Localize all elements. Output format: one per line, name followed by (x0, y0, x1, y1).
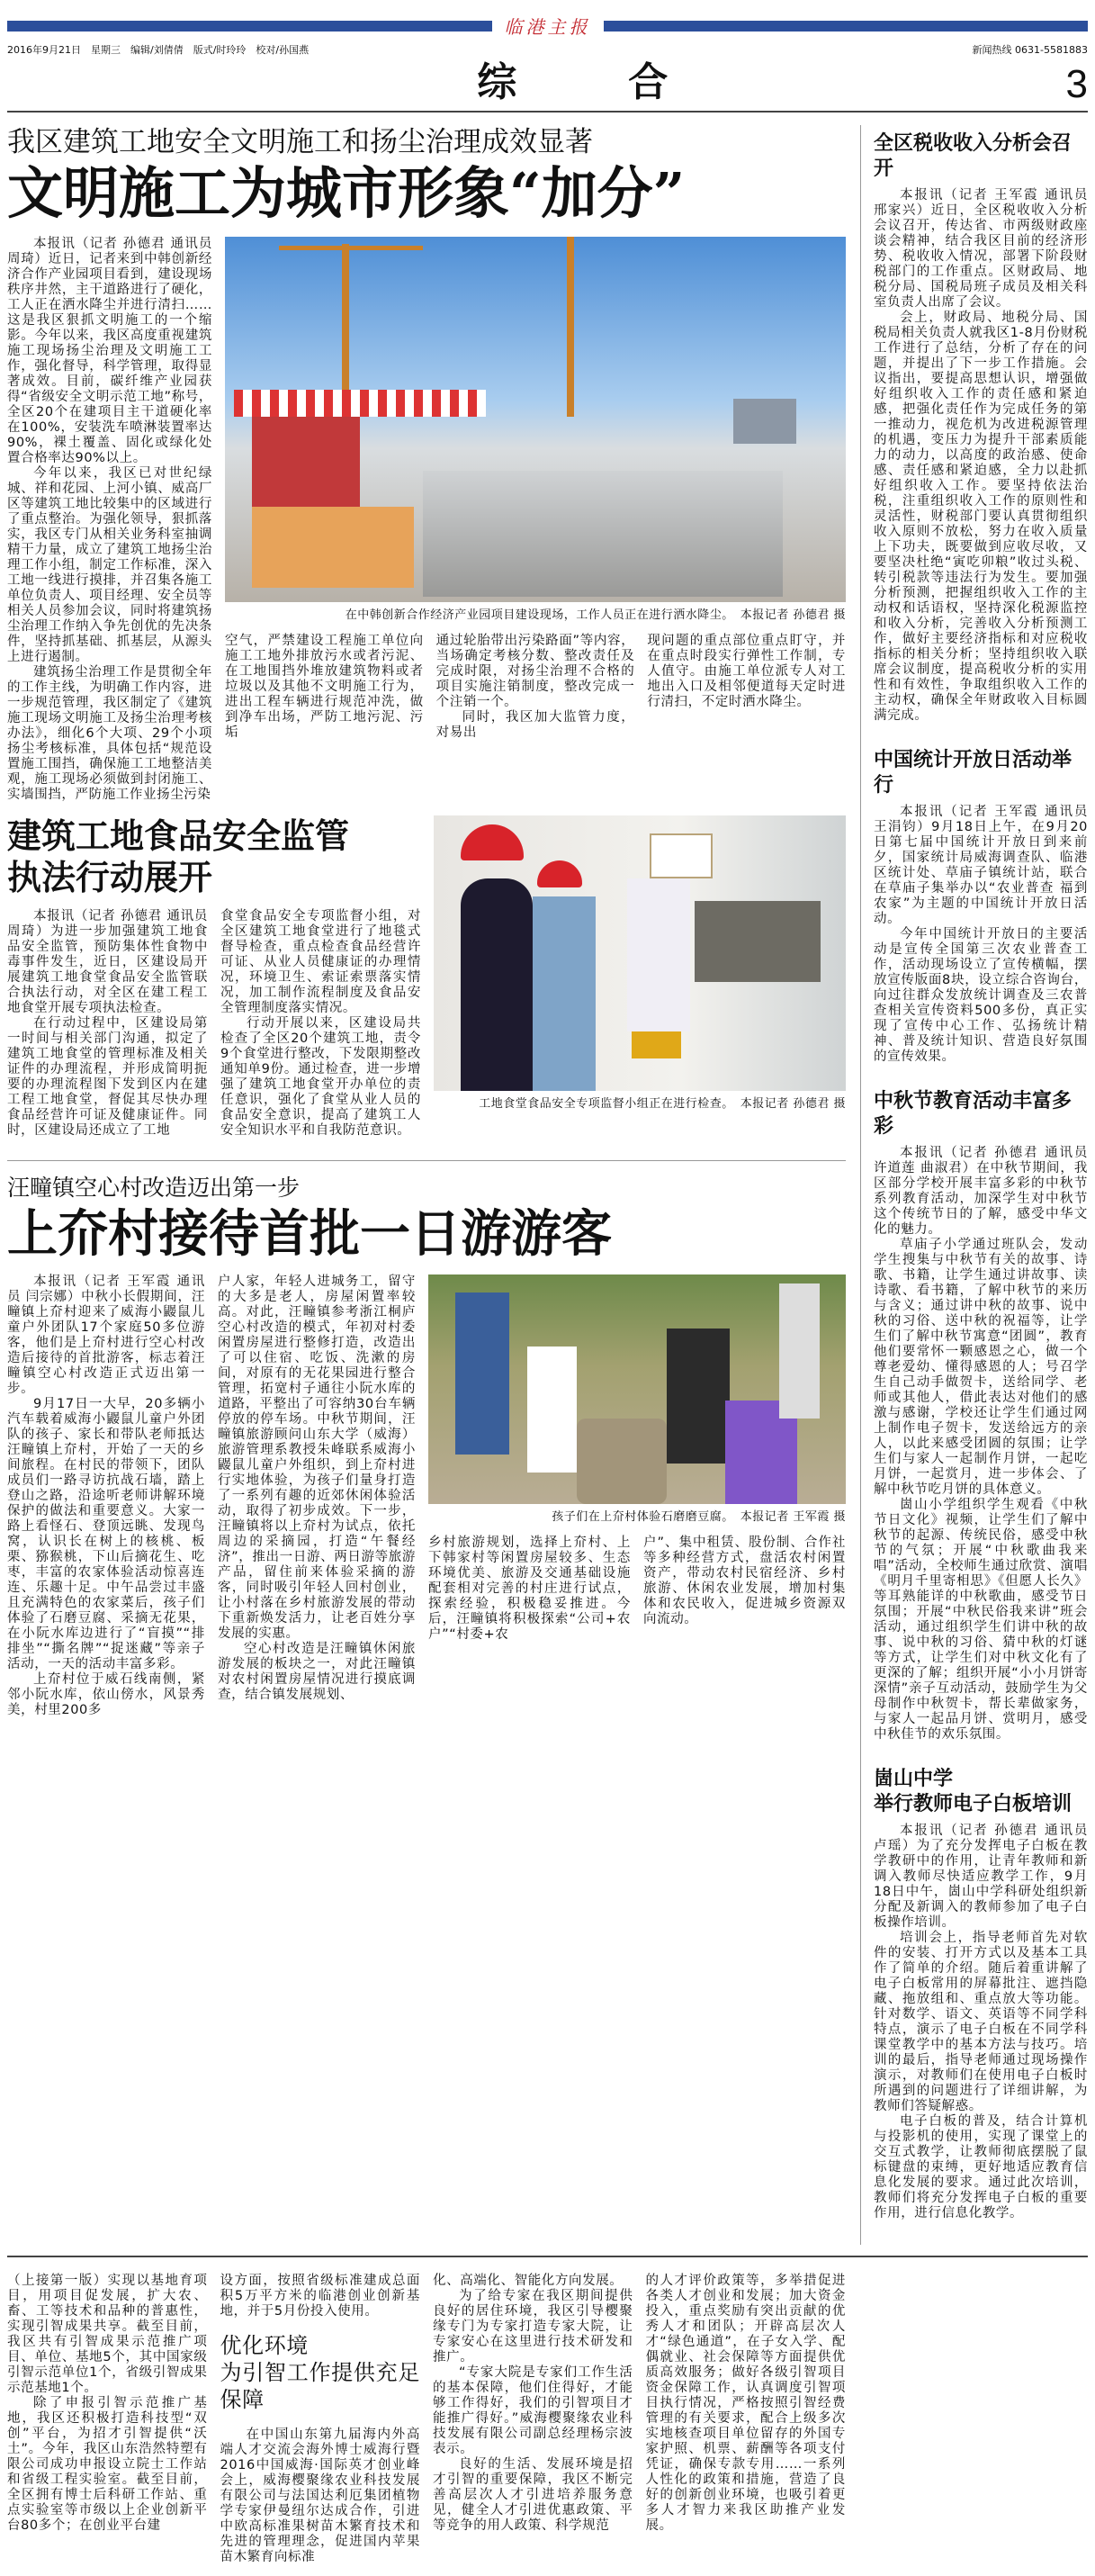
notice-board (650, 833, 713, 878)
a3-col-0 (7, 1274, 205, 1718)
r1-body (874, 188, 1088, 724)
paragraph: 食堂食品安全专项监督小组，对全区建筑工地食堂进行了地毯式督导检查，重点检查食品经营许可证、从业人员健康证的办理情况，环境卫生、索证索票落实情况，加工制作流程制度及食品安全管理制度落实情况。 (220, 909, 421, 1015)
continuation-section (7, 2256, 1088, 2565)
article-r3 (874, 1088, 1088, 1743)
r2-body (874, 805, 1088, 1065)
a1-headline: 文明施工为城市形象“加分” (7, 160, 686, 226)
section-title: 综 合 (477, 59, 705, 105)
a3-col-2 (428, 1536, 631, 1643)
r4-headline (874, 1766, 1088, 1816)
news-hotline: 新闻热线 0631-5581883 (972, 44, 1088, 56)
a3-lower-columns (428, 1536, 846, 1643)
paragraph: 在中国山东第九届海内外高端人才交流会海外博士威海行暨2016中国威海·国际英才创业峰会上，威海樱聚缘农业科技发展有限公司与法国达利厄集团植物学专家伊曼纽尔达成合作，引进中欧高标准果树苗木繁育技术和先进的管理理念，促进国内苹果苗木繁育向标准 (220, 2427, 420, 2564)
masthead (7, 0, 1088, 39)
paragraph: 本报讯（记者 孙德君 通讯员 许道莲 曲淑君）在中秋节期间，我区部分学校开展丰富多彩的中秋节系列教育活动，加深学生对中秋节这个传统节日的了解，感受中华文化的魅力。 (874, 1146, 1088, 1237)
window (695, 901, 821, 982)
a3-col-1 (218, 1274, 416, 1703)
r3-headline: 中秋节教育活动丰富多彩 (874, 1089, 1073, 1138)
masthead-bar-right (604, 21, 1089, 32)
paragraph: 本报讯（记者 王军霞 通讯员 邢家兴）近日，全区税收收入分析会议召开，传达省、市两级财政座谈会精神，结合我区目前的经济形势、税收收入情况，部署下阶段财税部门的工作重点。区财政局、地税分局、国税局班子成员及相关科室负责人出席了会议。 (874, 188, 1088, 310)
r4-headline-line1: 崮山中学 (874, 1767, 954, 1790)
paragraph: 9月17日一大早，20多辆小汽车载着威海小鼹鼠儿童户外团队的孩子、家长和带队老师抵达汪疃镇上夼村，开始了一天的乡间旅程。在村民的带领下，团队成员们一路寻访抗战石墙，踏上登山之路，沿途听老师讲解环境保护的做法和重要意义。大家一路上看怪石、登顶远眺、发现鸟窝，认识长在树上的核桃、板栗、猕猴桃，下山后摘花生、吃枣，丰富的农家体验活动惊喜连连、乐趣十足。中午品尝过丰盛且充满特色的农家菜后，孩子们体验了石磨豆腐、采摘无花果，在小阮水库边进行了“盲摸”“排排坐”“撕名牌”“捉迷藏”等亲子活动，一天的活动丰富多彩。 (7, 1397, 205, 1671)
paragraph: 本报讯（记者 王军霞 通讯员 王涓钧）9月18日上午，在9月20日第七届中国统计开放日到来前夕，国家统计局威海调查队、临港区统计处、草庙子镇统计站，联合在草庙子集举办以“农业普查 福到农家”为主题的中国统计开放日活动。 (874, 805, 1088, 926)
a2-col-0 (7, 909, 208, 1139)
a3-body (7, 1274, 846, 1718)
issue-meta: 2016年9月21日 星期三 编辑/刘倩倩 版式/时玲玲 校对/孙国燕 (7, 44, 310, 56)
article-r2 (874, 747, 1088, 1065)
paragraph: 的人才评价政策等，多举措促进各类人才创业和发展；加大资金投入，重点奖励有突出贡献的优秀人才和团队；开辟高层次人才“绿色通道”，在子女入学、配偶就业、社会保障等方面提供优质高效服务；做好各级引智项目资金保障工作，认真调度引智项目执行情况，严格按照引智经费管理的有关要求，配合上级多次实地核查项目单位留存的外国专家护照、机票、薪酬等各项支付凭证，确保专款专用……一系列人性化的政策和措施，营造了良好的创新创业环境，也吸引着更多人才智力来我区助推产业发展。 (645, 2274, 846, 2533)
orange-fence (252, 507, 414, 588)
paragraph: 本报讯（记者 王军霞 通讯员 闫宗娜）中秋小长假期间，汪疃镇上夼村迎来了威海小鼹鼠儿童户外团队17个家庭50多位游客，他们是上夼村进行空心村改造后接待的首批游客，标志着汪疃镇空心村改造正式迈出第一步。 (7, 1274, 205, 1396)
inspector-1 (461, 878, 533, 1091)
a2-columns (7, 909, 421, 1139)
a3-col-3 (643, 1536, 846, 1627)
a2-text (7, 815, 421, 1139)
article-1 (7, 125, 846, 815)
paragraph: 化、高端化、智能化方向发展。 (433, 2274, 624, 2288)
paragraph: 建筑扬尘治理工作是贯彻全年的工作主线，为明确工作内容，进一步规范管理，我区制定了《建筑施工现场文明施工及扬尘治理考核办法》，细化6个大项、29个小项扬尘考核标准，具体包括“规范设置施工围挡，确保施工工地整洁美观，施工现场必须做到封闭施工、实墙围挡，严防施工作业扬尘污染 (7, 665, 212, 802)
a3-kicker: 汪疃镇空心村改造迈出第一步 (7, 1175, 301, 1201)
a4-col-3 (646, 2274, 847, 2534)
a3-headline: 上夼村接待首批一日游游客 (7, 1204, 612, 1264)
paragraph: 户”、集中租赁、股份制、合作社等多种经营方式，盘活农村闲置资产，带动农村民宿经济、乡村旅游、休闲农业发展，增加村集体和农民收入，促进城乡资源双向流动。 (643, 1536, 846, 1626)
a2-headline-line2: 执法行动展开 (7, 857, 213, 897)
red-helmet-icon (537, 860, 582, 887)
subheading-line1: 优化环境 (220, 2333, 309, 2358)
cook (627, 878, 690, 1031)
paragraph: 电子白板的普及，结合计算机与投影机的使用，实现了课堂上的交互式教学，让教师彻底摆脱了鼠标键盘的束缚，更好地适应教育信息化发展的要求。通过此次培训，教师们将充分发挥电子白板的重要作用，进行信息化教学。 (874, 2114, 1088, 2220)
a3-right (428, 1274, 846, 1643)
page-number: 3 (1065, 62, 1088, 106)
r4-body (874, 1824, 1088, 2221)
a4-col-0 (7, 2274, 208, 2534)
a2-col-1 (220, 909, 421, 1139)
paragraph: 本报讯（记者 孙德君 通讯员 周琦）为进一步加强建筑工地食品安全监管，预防集体性食物中毒事件发生，近日，区建设局开展建筑工地食堂食品安全监管联合执法行动，对全区在建工程工地食堂开展专项执法检查。 (7, 909, 208, 1015)
a3-photo-caption: 孩子们在上夼村体验石磨磨豆腐。 本报记者 王军霞 摄 (552, 1510, 846, 1524)
paragraph: 乡村旅游规划，选择上夼村、上下韩家村等闲置房屋较多、生态环境优美、旅游及交通基础设施配套相对完善的村庄进行试点，探索经验，积极稳妥推进。今后，汪疃镇将积极探索“公司+农户”“村委+农 (428, 1536, 631, 1642)
guard-booth (234, 390, 486, 417)
section-header (7, 57, 1088, 113)
building (733, 399, 796, 444)
cook-shorts (632, 1031, 681, 1058)
a1-lower-columns (225, 634, 846, 741)
paragraph: 本报讯（记者 孙德君 通讯员 周琦）近日，记者来到中韩创新经济合作产业园项目看到，建设现场秩序井然，主干道路进行了硬化，工人正在洒水降尘并进行清扫……这是我区狠抓文明施工的一个缩影。今年以来，我区高度重视建筑施工现场扬尘治理及文明施工工作，强化督导，科学管理，取得显著成效。目前，碳纤维产业园获得“省级安全文明示范工地”称号，全区20个在建项目主干道硬化率在100%，安装洗车喷淋装置率达90%，裸土覆盖、固化或绿化处置合格率达90%以上。 (7, 237, 212, 465)
paragraph: 在行动过程中，区建设局第一时间与相关部门沟通，拟定了建筑工地食堂的管理标准及相关证件的办理流程，并形成简明扼要的办理流程图下发到区内在建工程工地食堂，督促其尽快办理食品经营许可证及健康证件。同时，区建设局还成立了工地 (7, 1016, 208, 1138)
paragraph: “专家大院是专家们工作生活的基本保障，他们住得好，才能够工作得好，我们的引智项目才能推广得好。”威海樱聚缘农业科技发展有限公司副总经理杨宗波表示。 (433, 2365, 633, 2456)
stone-mill (577, 1419, 667, 1504)
main-area (7, 125, 1088, 2245)
paragraph: 行动开展以来，区建设局共检查了全区20个建筑工地，责令9个食堂进行整改，下发限期整改通知单9份。通过检查，进一步增强了建筑工地食堂开办单位的责任意识，强化了食堂从业人员的食品安全意识，提高了建筑工人安全知识水平和自我防范意识。 (220, 1016, 421, 1138)
article-r4 (874, 1766, 1088, 2221)
paragraph: 空气，严禁建设工程施工单位向施工工地外排放污水或者污泥、在工地围挡外堆放建筑物料或者垃圾以及其他不文明施工行为，进出工程车辆进行规范冲洗，做到净车出场，严防工地污泥、污垢 (225, 634, 424, 740)
paragraph: 培训会上，指导老师首先对软件的安装、打开方式以及基本工具作了简单的介绍。随后着重讲解了电子白板常用的屏幕批注、遮挡隐藏、拖放组和、重点放大等功能。针对数学、语文、英语等不同学科特点，演示了电子白板在不同学科课堂教学中的基本方法与技巧。培训的最后，指导老师通过现场操作演示，对教师们在使用电子白板时所遇到的问题进行了详细讲解，为教师们答疑解惑。 (874, 1931, 1088, 2113)
paragraph: 草庙子小学通过班队会，发动学生搜集与中秋节有关的故事、诗歌、书籍，让学生通过讲故事、读诗歌、看书籍，了解中秋节的来历与含义；通过讲中秋的故事、说中秋的习俗、送中秋的祝福等，让学生们了解中秋节寓意“团圆”，教育他们要常怀一颗感恩之心，做一个尊老爱幼、懂得感恩的人；号召学生自己动手做贺卡，送给同学、老师或其他人，借此表达对他们的感激与感谢，学校还让学生们通过网上制作电子贺卡，发送给远方的亲人，以此来感受团圆的氛围；让学生们与家人一起制作月饼，一起吃月饼，一起赏月，进一步体会、了解中秋节吃月饼的具体意义。 (874, 1238, 1088, 1497)
paragraph: 通过轮胎带出污染路面”等内容，当场确定考核分数、整改责任及完成时限，对扬尘治理不合格的项目实施注销制度，整改完成一个注销一个。 (435, 634, 635, 709)
red-helmet-icon (461, 824, 524, 860)
a4-col-1 (220, 2274, 421, 2565)
a1-col-0 (7, 237, 212, 803)
section-rule (7, 1160, 846, 1161)
crane-icon (279, 246, 423, 250)
elder (667, 1329, 730, 1464)
a2-headline (7, 815, 421, 898)
article-r1 (874, 131, 1088, 724)
a1-photo-caption: 在中韩创新合作经济产业园项目建设现场，工作人员正在进行洒水降尘。 本报记者 孙德君 摄 (345, 608, 846, 622)
r2-headline: 中国统计开放日活动举行 (874, 748, 1073, 797)
paragraph: 除了申报引智示范推广基地，我区还积极打造科技型“双创”平台，为招才引智提供“沃土”。今年，我区山东浩然特塑有限公司成功申报设立院士工作站和省级工程实验室。截至目前，全区拥有博士后科研工作站、重点实验室等市级以上企业创新平台80多个；在创业平台建 (7, 2396, 208, 2533)
r3-body (874, 1146, 1088, 1743)
a1-kicker: 我区建筑工地安全文明施工和扬尘治理成效显著 (7, 126, 593, 158)
paragraph: 为了给专家在我区期间提供良好的居住环境，我区引导樱聚缘专门为专家打造专家大院，让专家安心在这里进行技术研发和推广。 (433, 2289, 633, 2364)
a3-photo-children-tofu (428, 1274, 846, 1504)
paragraph: 户人家，年轻人进城务工，留守的大多是老人，房屋闲置率较高。对此，汪疃镇参考浙江桐庐空心村改造的模式，年初对村委闲置房屋进行整修打造，改造出了可以住宿、吃饭、洗漱的房间，对原有的无花果园进行整合管理，拓宽村子通往小阮水库的道路，平整出了可容纳30台车辆停放的停车场。中秋节期间，汪疃镇旅游顾问山东大学（威海）旅游管理系教授朱峰联系威海小鼹鼠儿童户外组织，到上夼村进行实地体验，为孩子们量身打造了一系列有趣的近郊休闲体验活动，取得了初步成效。下一步，汪疃镇将以上夼村为试点，依托周边的采摘园，打造“午餐经济”，推出一日游、两日游等旅游产品，留住前来体验采摘的游客，同时吸引年轻人回村创业，让小村落在乡村旅游发展的带动下重新焕发活力，让老百姓分享发展的实惠。 (218, 1274, 416, 1641)
r4-headline-line2: 举行教师电子白板培训 (874, 1792, 1073, 1815)
subheading-line2: 为引智工作提供充足保障 (220, 2360, 420, 2412)
paragraph: 崮山小学组织学生观看《中秋节日文化》视频，让学生们了解中秋节的起源、传统民俗，感受中秋节的气氛；开展“中秋歌曲我来唱”活动，全校师生通过欣赏、演唱《明月千里寄相思》《但愿人长久》等耳熟能详的中秋歌曲，感受节日氛围；开展“中秋民俗我来讲”班会活动，通过组织学生们讲中秋的故事、说中秋的习俗、猜中秋的灯谜等方式，让学生们对中秋文化有了更深的了解；组织开展“小小月饼寄深情”亲子互动活动，鼓励学生为父母制作中秋贺卡，帮长辈做家务，与家人一起品月饼、赏明月，感受中秋佳节的欢乐氛围。 (874, 1498, 1088, 1742)
masthead-bar-left (7, 21, 492, 32)
r1-headline: 全区税收收入分析会召开 (874, 131, 1073, 180)
a4-columns (7, 2274, 846, 2565)
a2-photo-caption: 工地食堂食品安全专项监督小组正在进行检查。 本报记者 孙德君 摄 (479, 1097, 846, 1111)
masthead-logo: 临港主报 (504, 16, 591, 38)
crane-icon (567, 237, 574, 417)
a1-right (225, 237, 846, 741)
person (455, 1293, 509, 1455)
a2-photo-block (434, 815, 846, 1122)
paragraph: 空心村改造是汪疃镇休闲旅游发展的板块之一，对此汪疃镇对农村闲置房屋情况进行摸底调查，结合镇发展规划、 (218, 1642, 416, 1702)
wet-ground (423, 471, 783, 597)
a2-headline-line1: 建筑工地食品安全监管 (7, 815, 350, 856)
paragraph: 今年以来，我区已对世纪绿城、祥和花园、上河小镇、威高厂区等建筑工地比较集中的区域进行了重点整治。为强化领导，狠抓落实，我区专门从相关业务科室抽调精干力量，成立了建筑工地扬尘治理工作小组，制定工作标准，深入工地一线进行摸排，并召集各施工单位负责人、项目经理、安全员等相关人员参加会议，同时将建筑扬尘治理工作纳入争先创优的先决条件，坚持抓基础、抓基层，从源头上进行遏制。 (7, 466, 212, 664)
inspector-2 (533, 896, 596, 1091)
paragraph: 会上，财政局、地税分局、国税局相关负责人就我区1-8月份财税工作进行了总结，分析了存在的问题，并提出了下一步工作措施。会议指出，要提高思想认识，增强做好组织收入工作的责任感和紧迫感，把强化责任作为完成任务的第一推动力，视危机为改进税源管理的机遇，变压力为提升干部素质能力的动力，以高度的政治感、使命感、责任感和紧迫感，全力以赴抓好组织收入工作。要坚持依法治税，注重组织收入工作的原则性和灵活性，财税部门要认真贯彻组织收入原则不放松，努力在收入质量上下功夫，既要做到应收尽收，又要坚决杜绝“寅吃卯粮”收过头税、转引税款等违法行为发生。要加强分析预测，把握组织收入工作的主动权和话语权，坚持深化税源监控和收入分析，完善收入分析预测工作，做好主要经济指标和对应税收指标的相关分析；坚持组织收入联席会议制度，提高税收分析的实用性和有效性，争取组织收入工作的主动权，确保全年财政收入目标圆满完成。 (874, 311, 1088, 723)
a1-col-3 (647, 634, 846, 710)
article-2 (7, 815, 846, 1151)
paragraph: 设方面，按照省级标准建成总面积5万平方米的临港创业创新基地，并于5月份投入使用。 (220, 2274, 420, 2319)
left-area (7, 125, 846, 2245)
paragraph: 现问题的重点部位重点盯守，并在重点时段实行弹性工作制，专人值守。由施工单位派专人对工地出入口及相邻便道每天定时进行清扫，不定时洒水降尘。 (647, 634, 847, 709)
paragraph: （上接第一版）实现以基地育项目，用项目促发展，扩大农、畜、工等技术和品种的普惠性，实现引智成果共享。截至目前，我区共有引智成果示范推广项目、单位、基地5个，其中国家级引智示范单位1个，省级引智成果示范基地1个。 (7, 2274, 208, 2395)
paragraph: 同时，我区加大监管力度，对易出 (435, 710, 635, 740)
a4-col-2 (433, 2274, 633, 2534)
a1-col-2 (436, 634, 635, 741)
child (527, 1347, 577, 1473)
paragraph: 本报讯（记者 孙德君 通讯员 卢瑶）为了充分发挥电子白板在教学教研中的作用，让青年教师和新调入教师尽快适应教学工作，9月18日中午，崮山中学科研处组织新分配及新调入的教师参加了电子白板操作培训。 (874, 1824, 1088, 1930)
paragraph: 今年中国统计开放日的主要活动是宣传全国第三次农业普查工作，活动现场设立了宣传横幅，摆放宣传版面8块，设立综合咨询台，向过往群众发放统计调查及三农普查相关宣传资料500多份，真正实现了宣传中心工作、弘扬统计精神、普及统计知识、营造良好氛围的宣传效果。 (874, 927, 1088, 1064)
paragraph: 良好的生活、发展环境是招才引智的重要保障，我区不断完善高层次人才引进培养服务意见，健全人才引进优惠政策、平等竞争的用人政策、科学规范 (433, 2457, 633, 2533)
paragraph: 上夼村位于威石线南侧，紧邻小阮水库，依山傍水，风景秀美，村里200多 (7, 1672, 205, 1717)
right-column (860, 125, 1088, 2245)
a4-subheading (220, 2332, 421, 2413)
a2-photo-canteen-inspection (434, 815, 846, 1091)
article-3 (7, 1174, 846, 1731)
a1-body (7, 237, 846, 803)
a1-photo-construction-site (225, 237, 846, 602)
person (779, 1283, 820, 1419)
a1-col-1 (225, 634, 424, 741)
